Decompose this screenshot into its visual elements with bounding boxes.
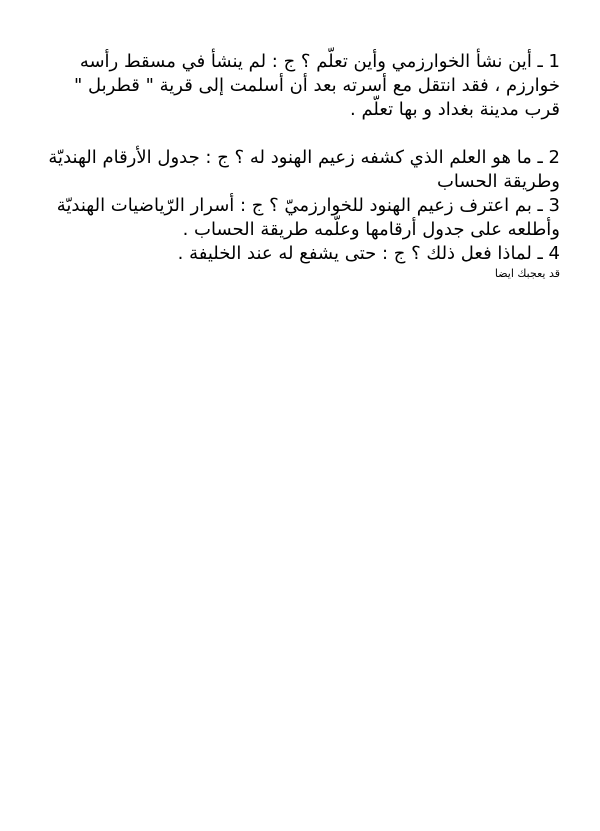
you-may-also-like-note: قد يعجبك ايضا — [494, 267, 560, 280]
paragraph-spacer — [40, 122, 560, 146]
question-answer-2: 2 ـ ما هو العلم الذي كشفه زعيم الهنود له ؟ ج : جدول الأرقام الهنديّة وطريقة الحساب — [48, 147, 560, 192]
question-answer-3: 3 ـ بم اعترف زعيم الهنود للخوارزميّ ؟ ج : أسرار الرّياضيات الهنديّة وأطلعه على جدول أرقامها وعلّمه طريقة الحساب . — [56, 195, 560, 240]
question-answer-4: 4 ـ لماذا فعل ذلك ؟ ج : حتى يشفع له عند الخليفة . — [177, 243, 560, 264]
question-answer-1: 1 ـ أين نشأ الخوارزمي وأين تعلّم ؟ ج : لم ينشأ في مسقط رأسه خوارزم ، فقد انتقل مع أسرته بعد أن أسلمت إلى قرية " قطربل " قرب مدينة بغداد و بها تعلّم . — [73, 51, 560, 120]
document-page — [40, 50, 560, 282]
